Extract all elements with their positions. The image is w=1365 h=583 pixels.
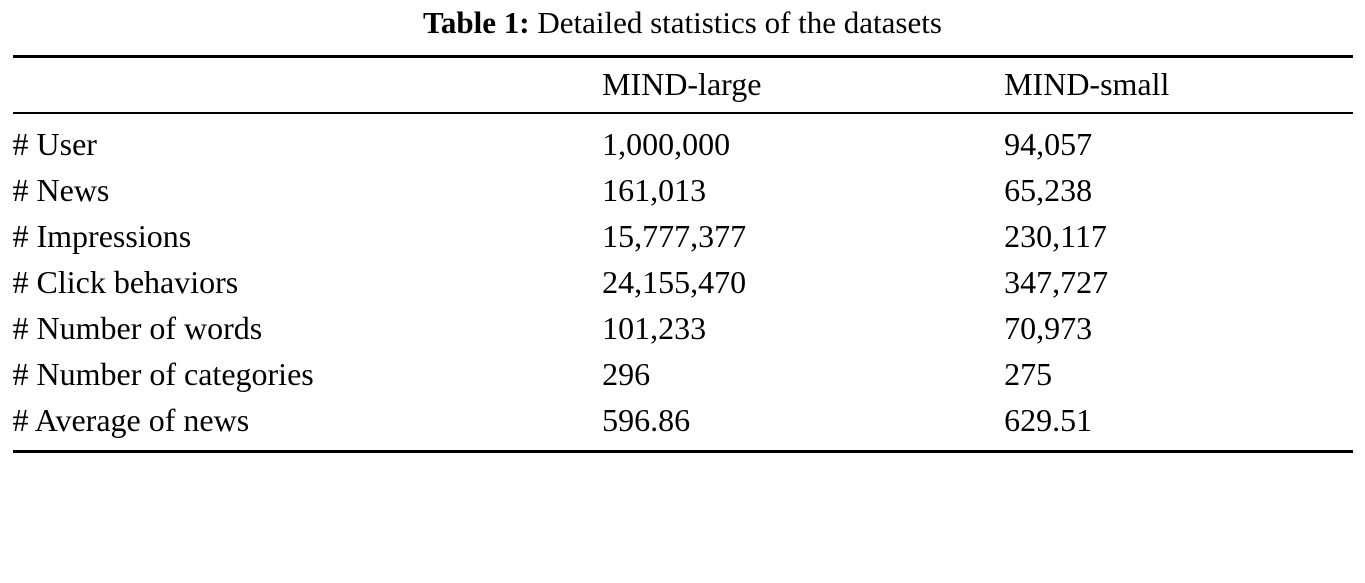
row-value-mind-small: 70,973 [1004,310,1093,347]
table-header-row [13,57,1353,114]
row-value-mind-large: 161,013 [602,172,707,209]
row-value-mind-large: 596.86 [602,397,1004,452]
column-header-statistic [13,57,603,114]
row-label: # Impressions [12,218,192,255]
row-value-mind-large: 1,000,000 [602,113,1004,167]
row-label: # User [13,113,603,167]
table-row [13,259,1353,305]
table-row [13,305,1353,351]
row-label: # Average of news [13,397,603,452]
row-value-mind-large: 296 [602,356,651,393]
table-header [13,57,1353,114]
row-value-mind-large: 24,155,470 [602,264,747,301]
row-value-mind-small: 347,727 [1004,264,1109,301]
table-row [13,397,1353,452]
caption-text: Detailed statistics of the datasets [537,5,942,40]
table-caption [0,0,1365,55]
row-value-mind-large: 15,777,377 [602,218,747,255]
table-row [13,167,1353,213]
row-label: # News [12,172,110,209]
row-value-mind-small: 65,238 [1004,172,1093,209]
row-label: # Click behaviors [12,264,239,301]
caption-label: Table 1: [423,5,530,40]
table-row [13,113,1353,167]
row-value-mind-small: 230,117 [1004,218,1107,255]
row-label: # Number of categories [12,356,314,393]
column-header-mind-small: MIND-small [1004,57,1352,114]
row-value-mind-large: 101,233 [602,310,707,347]
row-value-mind-small: 275 [1004,356,1053,393]
statistics-table [13,55,1353,453]
row-value-mind-small: 629.51 [1004,397,1352,452]
row-label: # Number of words [12,310,263,347]
column-header-mind-large: MIND-large [602,57,1004,114]
row-value-mind-small: 94,057 [1004,113,1352,167]
table-body [13,113,1353,452]
table-row [13,213,1353,259]
table-row [13,351,1353,397]
